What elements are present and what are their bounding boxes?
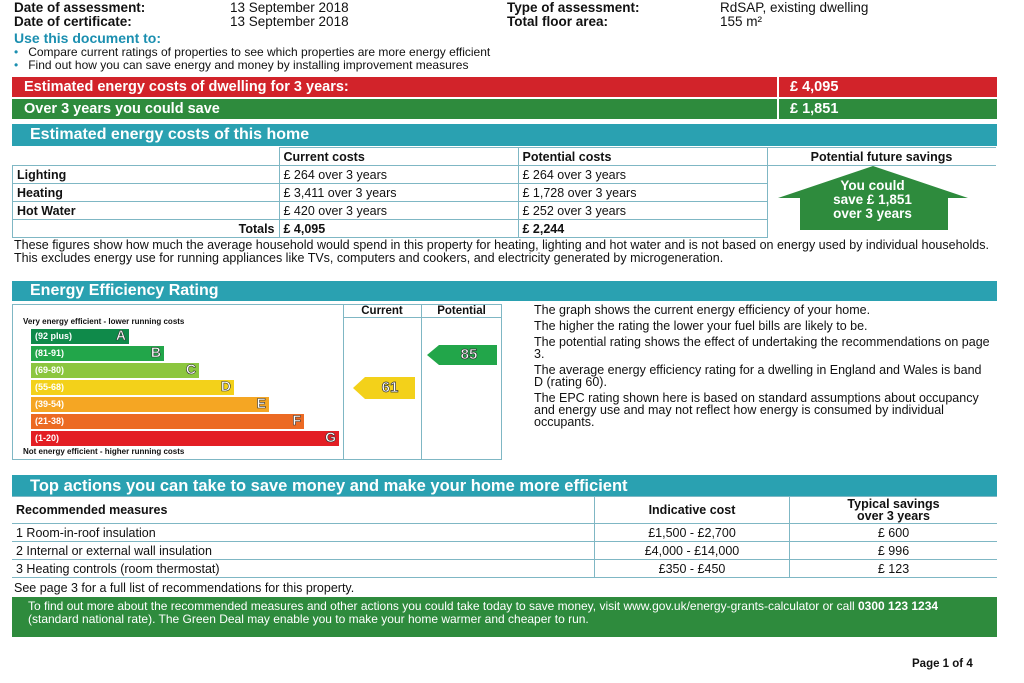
table-row xyxy=(13,166,996,184)
bottom-note: Not energy efficient - higher running costs xyxy=(23,447,185,456)
col-current-costs: Current costs xyxy=(279,148,518,166)
rating-desc-text: The average energy efficiency rating for a dwelling in England and Wales is band D (rating 60). xyxy=(534,363,982,389)
potential-cost: £ 1,728 over 3 years xyxy=(518,184,767,202)
divider xyxy=(343,305,344,459)
rating-desc-text: The EPC rating shown here is based on standard assumptions about occupancy and energy use and may not reflect how energy is consumed by individual occupants. xyxy=(534,391,979,429)
current-cost: £ 3,411 over 3 years xyxy=(279,184,518,202)
table-cell xyxy=(13,148,280,166)
totals-current: £ 4,095 xyxy=(279,220,518,238)
band-g: (1-20) G xyxy=(31,431,339,446)
costs-note: These figures show how much the average household would spend in this property for heating, lighting and hot water and is not based on energy used by individual households. This excludes energy use for running appliances like TVs, computers and cookers, and electricity generated by microgeneration. xyxy=(14,238,989,265)
actions-table xyxy=(12,496,997,578)
estimated-cost-label: Estimated energy costs of dwelling for 3 years: xyxy=(24,79,349,95)
potential-cost: £ 252 over 3 years xyxy=(518,202,767,220)
table-row xyxy=(13,148,996,166)
band-f: (21-38) F xyxy=(31,414,304,429)
type-assessment-label: Type of assessment: xyxy=(507,0,640,15)
savings-value: £ 1,851 xyxy=(790,101,839,117)
bar-divider xyxy=(777,77,779,97)
arrow-text: You could save £ 1,851 over 3 years xyxy=(833,178,912,221)
table-row xyxy=(12,497,997,524)
floor-area-label: Total floor area: xyxy=(507,14,609,29)
rating-desc-text: The higher the rating the lower your fuel bills are likely to be. xyxy=(534,319,868,333)
current-cost: £ 420 over 3 years xyxy=(279,202,518,220)
estimated-cost-bar xyxy=(12,77,997,97)
bullet-icon: • xyxy=(14,58,19,72)
page-number: Page 1 of 4 xyxy=(912,658,973,670)
current-rating-value: 61 xyxy=(381,379,399,396)
footer-phone: 0300 123 1234 xyxy=(857,599,939,613)
divider xyxy=(421,305,422,459)
measure: 1 Room-in-roof insulation xyxy=(12,524,595,542)
use-doc-title: Use this document to: xyxy=(14,30,162,46)
band-c: (69-80) C xyxy=(31,363,199,378)
date-assessment-value: 13 September 2018 xyxy=(230,0,349,15)
costs-section-title: Estimated energy costs of this home xyxy=(12,124,997,146)
use-doc-bullet: • Compare current ratings of properties to see which properties are more energy efficient xyxy=(14,45,491,59)
cost: £350 - £450 xyxy=(595,560,790,578)
see-page-note: See page 3 for a full list of recommendations for this property. xyxy=(14,581,355,595)
row-label: Hot Water xyxy=(13,202,280,220)
col-future-savings: Potential future savings xyxy=(767,148,996,166)
col-potential-rating: Potential xyxy=(437,305,486,317)
measure: 3 Heating controls (room thermostat) xyxy=(12,560,595,578)
current-cost: £ 264 over 3 years xyxy=(279,166,518,184)
rating-desc-text: The potential rating shows the effect of undertaking the recommendations on page 3. xyxy=(534,335,990,361)
cost: £1,500 - £2,700 xyxy=(595,524,790,542)
totals-label: Totals xyxy=(13,220,280,238)
potential-cost: £ 264 over 3 years xyxy=(518,166,767,184)
top-note: Very energy efficient - lower running costs xyxy=(23,317,185,326)
rating-section-title: Energy Efficiency Rating xyxy=(12,281,997,301)
col-current-rating: Current xyxy=(361,305,403,317)
potential-rating-value: 85 xyxy=(460,346,478,363)
col-measures: Recommended measures xyxy=(12,497,595,524)
rating-desc-text: The graph shows the current energy efficiency of your home. xyxy=(534,303,871,317)
rating-chart xyxy=(12,304,502,460)
table-row xyxy=(12,524,997,542)
totals-potential: £ 2,244 xyxy=(518,220,767,238)
rating-description xyxy=(534,304,992,432)
col-typical-savings: Typical savings over 3 years xyxy=(790,497,998,524)
table-row xyxy=(12,542,997,560)
floor-area-value: 155 m² xyxy=(720,14,763,29)
saving: £ 123 xyxy=(790,560,998,578)
band-e: (39-54) E xyxy=(31,397,269,412)
bullet-icon: • xyxy=(14,45,19,59)
actions-section-title: Top actions you can take to save money and make your home more efficient xyxy=(12,475,997,497)
savings-label: Over 3 years you could save xyxy=(24,101,220,117)
savings-arrow-cell xyxy=(767,166,996,238)
col-indicative-cost: Indicative cost xyxy=(595,497,790,524)
bar-divider xyxy=(777,99,779,119)
band-b: (81-91) B xyxy=(31,346,164,361)
measure: 2 Internal or external wall insulation xyxy=(12,542,595,560)
use-doc-list xyxy=(14,46,490,72)
col-potential-costs: Potential costs xyxy=(518,148,767,166)
saving: £ 600 xyxy=(790,524,998,542)
savings-bar xyxy=(12,99,997,119)
footer-text: (standard national rate). The Green Deal may enable you to make your home warmer and cheaper to run. xyxy=(28,611,589,626)
table-row xyxy=(12,560,997,578)
row-label: Lighting xyxy=(13,166,280,184)
footer-text: To find out more about the recommended measures and other actions you could take today to save money, visit www.gov.uk/energy-grants-calculator or call xyxy=(28,599,858,613)
band-d: (55-68) D xyxy=(31,380,234,395)
costs-table xyxy=(12,147,996,238)
date-certificate-value: 13 September 2018 xyxy=(230,14,349,29)
use-doc-bullet: • Find out how you can save energy and money by installing improvement measures xyxy=(14,58,469,72)
date-certificate-label: Date of certificate: xyxy=(14,14,132,29)
saving: £ 996 xyxy=(790,542,998,560)
type-assessment-value: RdSAP, existing dwelling xyxy=(720,0,869,15)
divider xyxy=(343,317,502,318)
band-a: (92 plus) A xyxy=(31,329,129,344)
green-footer xyxy=(12,597,997,637)
cost: £4,000 - £14,000 xyxy=(595,542,790,560)
date-assessment-label: Date of assessment: xyxy=(14,0,146,15)
estimated-cost-value: £ 4,095 xyxy=(790,79,839,95)
row-label: Heating xyxy=(13,184,280,202)
